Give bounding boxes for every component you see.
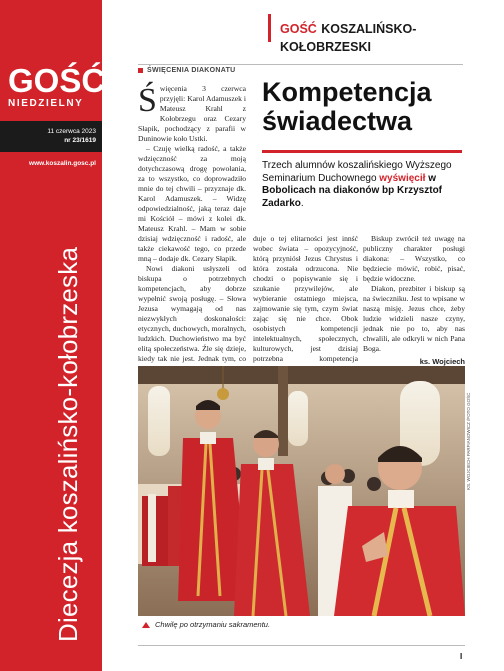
logo-sub-text: NIEDZIELNY [8, 98, 84, 109]
website-link[interactable]: www.koszalin.gosc.pl [29, 160, 96, 167]
paragraph-text: więcenia 3 czerwca przyjęli: Karol Adamuszek i Mateusz Krahl z Kołobrzegu oraz Cezary Słapik, pochodzący z parafii w Duninowie koło Ustki. [138, 84, 246, 143]
square-bullet-icon [138, 68, 143, 73]
issue-date: 11 czerwca 2023 [47, 128, 96, 135]
lead-text: Trzech alumnów koszalińskiego Wyższego Seminarium Duchownego [262, 160, 452, 184]
page-number: I [460, 652, 463, 661]
photo-caption [142, 620, 270, 629]
article-column-2 [253, 234, 358, 374]
article-paragraph: Nowi diakoni usłyszeli od biskupa o potrzebnych kompetencjach, aby dobrze wypełnić swoją posługę. – Słowa Jezusa wymagają od nas niezwykłych doskonałości: etycznych, duchowych, moralnych, ludzkich. Duchowieństwo ma być elitą społeczeństwa. Źle się dzieje, kiedy tak nie jest. Jednak tym, co [138, 264, 246, 363]
header-brand: GOŚĆ [280, 22, 317, 36]
article-column-1 [138, 84, 246, 374]
issue-info [0, 121, 102, 152]
lead-highlight: wyświęcił [379, 172, 426, 184]
article-title [262, 78, 467, 136]
photo-credit: KS. WOJCIECH PARFIANOWICZ /FOTO GOŚĆ [466, 392, 471, 490]
sidebar [0, 0, 106, 671]
article-author: ks. Wojciech [419, 357, 465, 366]
article-paragraph: Biskup zwrócił też uwagę na publiczny charakter posługi diakona: – Wszystko, co będziecie mówić, robić, pisać, będzie widoczne. [363, 234, 465, 283]
photo-illustration [138, 366, 465, 616]
article-column-3 [363, 234, 465, 377]
section-tag-label: ŚWIĘCENIA DIAKONATU [147, 67, 236, 74]
drop-cap: Ś [138, 82, 157, 119]
header-accent-bar [268, 14, 271, 42]
edition-header [280, 20, 504, 54]
title-underline [262, 150, 462, 153]
masthead-logo [8, 62, 106, 109]
top-divider [138, 64, 463, 65]
title-line-2: świadectwa [262, 106, 413, 136]
caption-text: Chwilę po otrzymaniu sakramentu. [155, 620, 271, 629]
triangle-up-icon [142, 622, 150, 628]
lead-end: . [300, 197, 304, 209]
article-paragraph: – Czuję wielką radość, a także wdzięczność za moją dotychczasową drogę powołania, za to wszystko, co doprowadziło mnie do tej chwili – przyznaje dk. Karol Adamuszek. – Widzę odpowiedzialność, jaką teraz daje mi Kościół – mówi z kolei dk. Mateusz Krahl. – Mam w sobie dzisiaj wdzięczność i radość, ale także ciekawość tego, co przede mną – dodaje dk. Cezary Słapik. [138, 144, 246, 263]
ordination-photo [138, 366, 465, 616]
bottom-divider [138, 645, 465, 646]
logo-main-text: GOŚĆ [8, 62, 106, 99]
diocese-label: Diecezja koszalińsko-kołobrzeska [53, 246, 83, 642]
article-lead [262, 160, 472, 210]
lead-text-bold: w Bobolicach na diakonów bp Krzysztof Zadarko [262, 172, 443, 209]
title-line-1: Kompetencja [262, 77, 432, 107]
article-paragraph [138, 84, 246, 144]
section-tag [138, 67, 236, 74]
article-paragraph: Diakon, prezbiter i biskup są na świeczniku. Jest to wpisane w naszą misję. Jezus chce, żeby ludzie widzieli nasze czyny, jednak nie po to, aby nas chwalili, ale odkryli w nich Pana Boga. [363, 284, 465, 353]
article-paragraph: duje o tej elitarności jest innść wobec świata – opozycyjność, którą przyniósł Jezus Chrystus i która została odrzucona. Nie chodzi o popisywanie się i szukanie przywilejów, ale wybieranie ostatniego miejsca, zajmowanie się tym, czym świat zając się nie chce. Obok osobistych kompetencji intelektualnych, społecznych, kulturowych, jest dzisiaj potrzebna kompetencja [253, 234, 358, 363]
issue-number: nr 23/1619 [64, 137, 96, 144]
header-region: KOSZALIŃSKO-KOŁOBRZESKI [280, 22, 417, 54]
